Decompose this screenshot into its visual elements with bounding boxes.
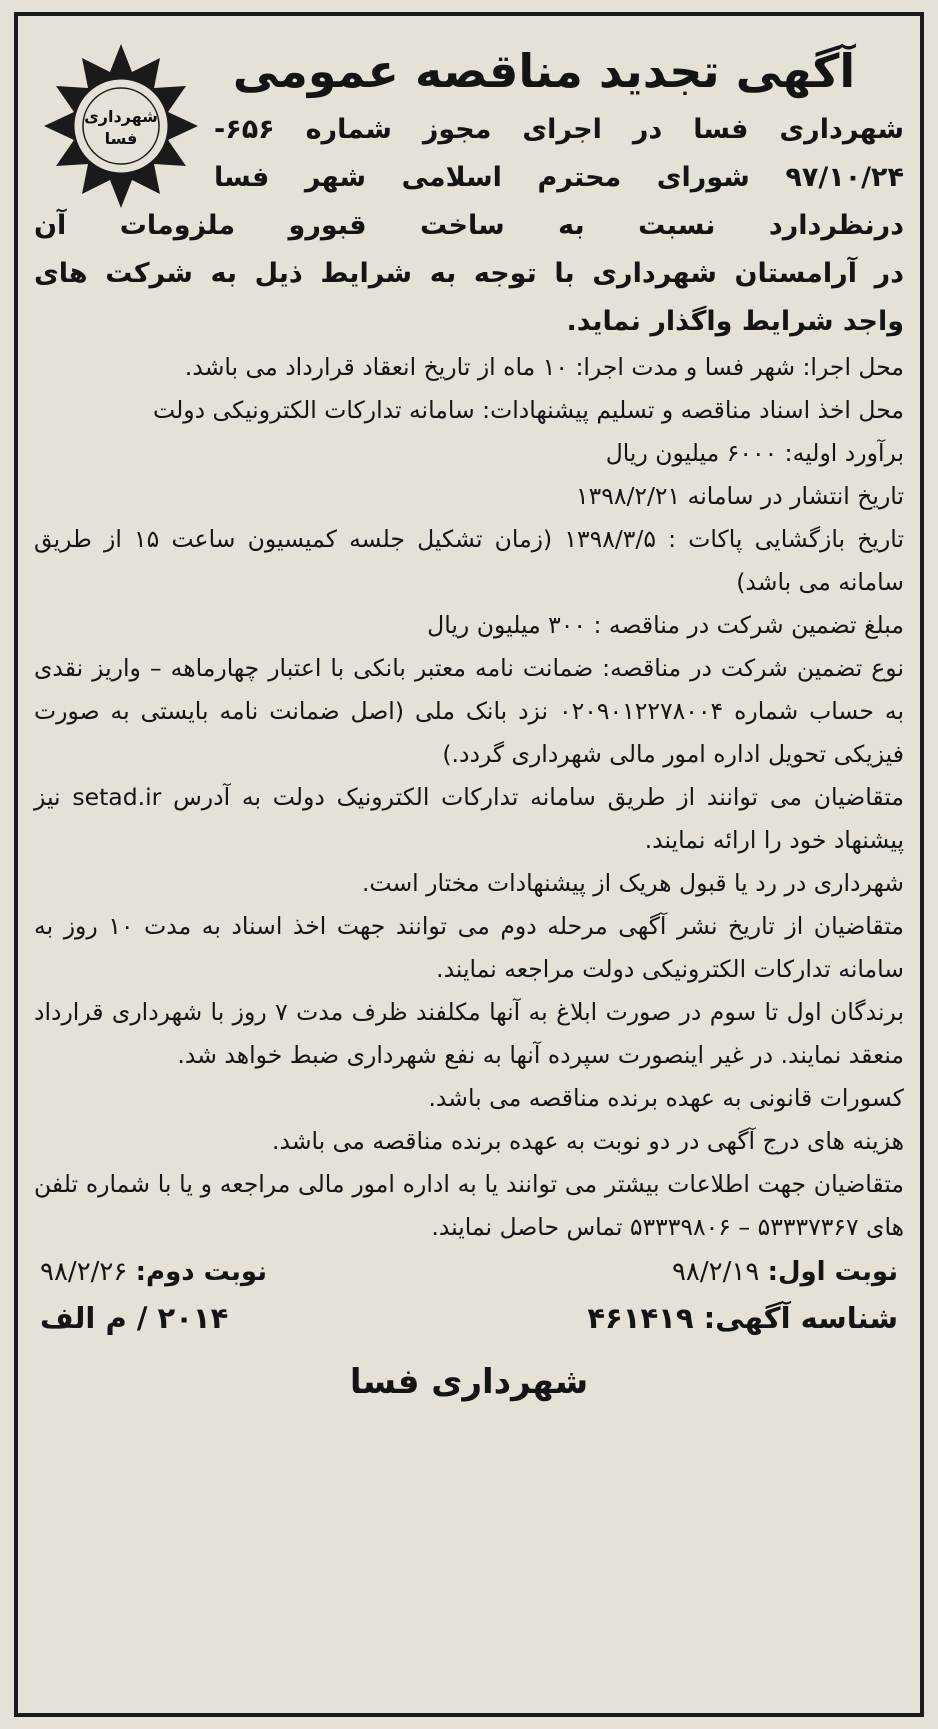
conditions-list	[34, 346, 904, 1249]
signature: شهرداری فسا	[349, 1362, 589, 1402]
condition-item: محل اجرا: شهر فسا و مدت اجرا: ۱۰ ماه از تاریخ انعقاد قرارداد می باشد.	[184, 353, 904, 381]
ad-id-value: ۴۶۱۴۱۹	[587, 1301, 694, 1335]
condition-item: تاریخ بازگشایی پاکات : ۱۳۹۸/۳/۵ (زمان تشکیل جلسه کمیسیون ساعت ۱۵ از طریق سامانه می باشد)	[34, 525, 904, 596]
first-round	[666, 1249, 904, 1295]
condition-item: نوع تضمین شرکت در مناقصه: ضمانت نامه معتبر بانکی با اعتبار چهارماهه – واریز نقدی به حساب شماره ۰۲۰۹۰۱۲۲۷۸۰۰۴ نزد بانک ملی (اصل ضمانت نامه بایستی به صورت فیزیکی تحویل اداره امور مالی شهرداری گردد.)	[34, 654, 904, 768]
municipality-seal-logo	[36, 42, 206, 212]
condition-item: تاریخ انتشار در سامانه ۱۳۹۸/۲/۲۱	[575, 482, 904, 510]
second-round-label: نوبت دوم:	[135, 1257, 267, 1287]
ad-code: ۲۰۱۴ / م الف	[40, 1301, 229, 1335]
svg-text:شهرداری: شهرداری	[84, 107, 158, 126]
condition-item: کسورات قانونی به عهده برنده مناقصه می باشد.	[428, 1084, 904, 1112]
condition-item: محل اخذ اسناد مناقصه و تسلیم پیشنهادات: سامانه تدارکات الکترونیکی دولت	[153, 396, 904, 424]
condition-item: برآورد اولیه: ۶۰۰۰ میلیون ریال	[605, 439, 904, 467]
second-round-date: ۹۸/۲/۲۶	[40, 1257, 128, 1287]
first-round-date: ۹۸/۲/۱۹	[671, 1257, 760, 1287]
ad-id-label: شناسه آگهی:	[703, 1301, 898, 1335]
condition-item: متقاضیان از تاریخ نشر آگهی مرحله دوم می توانند جهت اخذ اسناد به مدت ۱۰ روز به سامانه تدارکات الکترونیکی دولت مراجعه نمایند.	[34, 912, 904, 983]
first-round-label: نوبت اول:	[767, 1257, 898, 1287]
intro-line: درنظردارد نسبت به ساخت قبورو ملزومات آن	[34, 210, 904, 241]
svg-text:فسا: فسا	[104, 129, 138, 148]
publication-dates	[34, 1249, 904, 1295]
intro-line: ۹۷/۱۰/۲۴ شورای محترم اسلامی شهر فسا	[214, 162, 904, 193]
condition-item: برندگان اول تا سوم در صورت ابلاغ به آنها مکلفند ظرف مدت ۷ روز با شهرداری قرارداد منعقد نمایند. در غیر اینصورت سپرده آنها به نفع شهرداری ضبط خواهد شد.	[34, 998, 904, 1069]
condition-item: متقاضیان می توانند از طریق سامانه تدارکات الکترونیک دولت به آدرس setad.ir نیز پیشنهاد خود را ارائه نمایند.	[34, 783, 904, 854]
intro-line: واجد شرایط واگذار نماید.	[566, 306, 904, 337]
ad-identifiers	[34, 1295, 904, 1341]
intro-line: در آرامستان شهرداری با توجه به شرایط ذیل به شرکت های	[34, 258, 904, 289]
second-round	[34, 1249, 273, 1295]
condition-item: متقاضیان جهت اطلاعات بیشتر می توانند یا به اداره امور مالی مراجعه و یا با شماره تلفن های ۵۳۳۳۷۳۶۷ – ۵۳۳۳۹۸۰۶ تماس حاصل نمایند.	[34, 1170, 904, 1241]
condition-item: مبلغ تضمین شرکت در مناقصه : ۳۰۰ میلیون ریال	[427, 611, 904, 639]
intro-line: شهرداری فسا در اجرای مجوز شماره ۶۵۶-	[214, 114, 904, 145]
ad-id	[581, 1295, 904, 1341]
notice-frame	[14, 12, 924, 1717]
condition-item: هزینه های درج آگهی در دو نوبت به عهده برنده مناقصه می باشد.	[272, 1127, 904, 1155]
condition-item: شهرداری در رد یا قبول هریک از پیشنهادات مختار است.	[361, 869, 904, 897]
notice-title: آگهی تجدید مناقصه عمومی	[232, 44, 856, 98]
